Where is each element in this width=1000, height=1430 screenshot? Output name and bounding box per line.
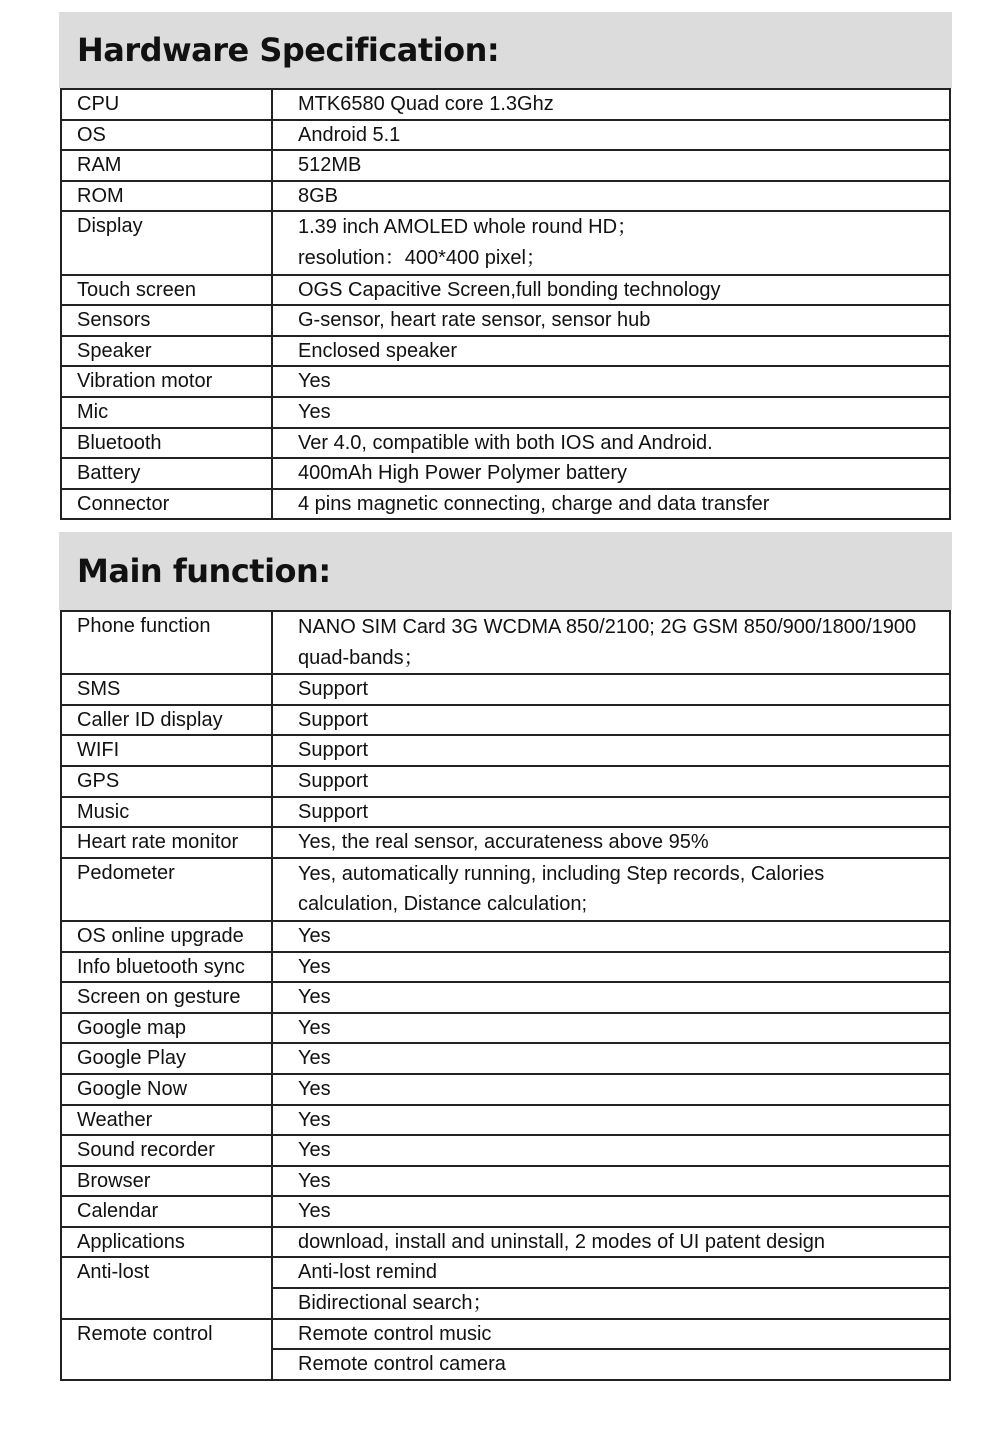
spec-label: Speaker [61, 336, 272, 367]
spec-label: Sound recorder [61, 1135, 272, 1166]
table-row [61, 89, 950, 120]
spec-value: G-sensor, heart rate sensor, sensor hub [272, 305, 950, 336]
table-row [61, 921, 950, 952]
spec-value: OGS Capacitive Screen,full bonding technology [272, 275, 950, 306]
spec-value-line: quad-bands； [298, 646, 424, 669]
table-row [61, 797, 950, 828]
spec-label: OS online upgrade [61, 921, 272, 952]
spec-label: WIFI [61, 735, 272, 766]
spec-label: Screen on gesture [61, 982, 272, 1013]
spec-label: Remote control [61, 1319, 272, 1380]
spec-value [272, 858, 950, 921]
spec-value [272, 611, 950, 674]
spec-label: Display [61, 211, 272, 274]
spec-label: Browser [61, 1166, 272, 1197]
spec-value: Yes [272, 1105, 950, 1136]
table-row [61, 1257, 950, 1288]
spec-label: Heart rate monitor [61, 827, 272, 858]
table-row [61, 211, 950, 274]
spec-value-line: NANO SIM Card 3G WCDMA 850/2100; 2G GSM 850/900/1800/1900 [298, 616, 917, 638]
spec-value: Bidirectional search； [272, 1288, 950, 1319]
spec-value: Yes [272, 921, 950, 952]
spec-label: Mic [61, 397, 272, 428]
spec-label: Pedometer [61, 858, 272, 921]
spec-value: Support [272, 735, 950, 766]
spec-value: Yes [272, 952, 950, 983]
table-row [61, 735, 950, 766]
spec-value: MTK6580 Quad core 1.3Ghz [272, 89, 950, 120]
spec-value: Anti-lost remind [272, 1257, 950, 1288]
spec-value: Yes [272, 1166, 950, 1197]
table-row [61, 336, 950, 367]
table-row [61, 1135, 950, 1166]
spec-value: Remote control camera [272, 1349, 950, 1380]
spec-label: RAM [61, 150, 272, 181]
spec-value: Android 5.1 [272, 120, 950, 151]
spec-value: Yes, the real sensor, accurateness above 95% [272, 827, 950, 858]
spec-label: GPS [61, 766, 272, 797]
hardware-section-title: Hardware Specification: [77, 31, 500, 69]
spec-label: Anti-lost [61, 1257, 272, 1318]
spec-value: Yes [272, 1196, 950, 1227]
spec-value: Yes [272, 1074, 950, 1105]
table-row [61, 1013, 950, 1044]
spec-label: Calendar [61, 1196, 272, 1227]
spec-value [272, 211, 950, 274]
table-row [61, 1166, 950, 1197]
table-row [61, 1319, 950, 1350]
table-row [61, 366, 950, 397]
spec-value-line: calculation, Distance calculation; [298, 893, 588, 916]
spec-value: download, install and uninstall, 2 modes of UI patent design [272, 1227, 950, 1258]
hardware-section-header [59, 12, 952, 88]
table-row [61, 181, 950, 212]
spec-label: CPU [61, 89, 272, 120]
spec-value: Support [272, 766, 950, 797]
table-row [61, 1043, 950, 1074]
table-row [61, 1105, 950, 1136]
table-row [61, 489, 950, 520]
spec-value: Yes [272, 1043, 950, 1074]
spec-value: Yes [272, 982, 950, 1013]
table-row [61, 1196, 950, 1227]
table-row [61, 611, 950, 674]
spec-label: Google map [61, 1013, 272, 1044]
table-row [61, 827, 950, 858]
table-row [61, 1074, 950, 1105]
table-row [61, 858, 950, 921]
table-row [61, 766, 950, 797]
spec-value: Support [272, 674, 950, 705]
spec-label: Caller ID display [61, 705, 272, 736]
spec-value: 512MB [272, 150, 950, 181]
spec-value-line: Yes, automatically running, including Step records, Calories [298, 862, 825, 885]
main-function-section-title: Main function: [77, 552, 331, 590]
table-row [61, 428, 950, 459]
table-row [61, 705, 950, 736]
spec-label: OS [61, 120, 272, 151]
spec-value: 8GB [272, 181, 950, 212]
spec-value-line: 1.39 inch AMOLED whole round HD； [298, 216, 638, 239]
spec-label: Touch screen [61, 275, 272, 306]
table-row [61, 1227, 950, 1258]
table-row [61, 982, 950, 1013]
spec-value: 4 pins magnetic connecting, charge and data transfer [272, 489, 950, 520]
spec-value: Support [272, 705, 950, 736]
spec-label: Connector [61, 489, 272, 520]
table-row [61, 458, 950, 489]
spec-label: Vibration motor [61, 366, 272, 397]
table-row [61, 120, 950, 151]
spec-label: Sensors [61, 305, 272, 336]
table-row [61, 305, 950, 336]
spec-label: Bluetooth [61, 428, 272, 459]
spec-value: Yes [272, 397, 950, 428]
spec-value: Yes [272, 366, 950, 397]
main-function-section-header [59, 532, 952, 610]
table-row [61, 275, 950, 306]
spec-label: Music [61, 797, 272, 828]
spec-label: SMS [61, 674, 272, 705]
spec-value: Enclosed speaker [272, 336, 950, 367]
spec-label: Applications [61, 1227, 272, 1258]
spec-label: ROM [61, 181, 272, 212]
spec-value: Remote control music [272, 1319, 950, 1350]
main-function-table [60, 610, 951, 1381]
table-row [61, 952, 950, 983]
spec-value-line: resolution：400*400 pixel； [298, 246, 546, 269]
spec-label: Weather [61, 1105, 272, 1136]
spec-label: Google Now [61, 1074, 272, 1105]
table-row [61, 150, 950, 181]
spec-value: Support [272, 797, 950, 828]
spec-label: Phone function [61, 611, 272, 674]
spec-value: Yes [272, 1135, 950, 1166]
table-row [61, 397, 950, 428]
spec-label: Info bluetooth sync [61, 952, 272, 983]
spec-value: 400mAh High Power Polymer battery [272, 458, 950, 489]
table-row [61, 674, 950, 705]
spec-label: Google Play [61, 1043, 272, 1074]
spec-value: Ver 4.0, compatible with both IOS and Android. [272, 428, 950, 459]
spec-label: Battery [61, 458, 272, 489]
spec-value: Yes [272, 1013, 950, 1044]
hardware-spec-table [60, 88, 951, 520]
